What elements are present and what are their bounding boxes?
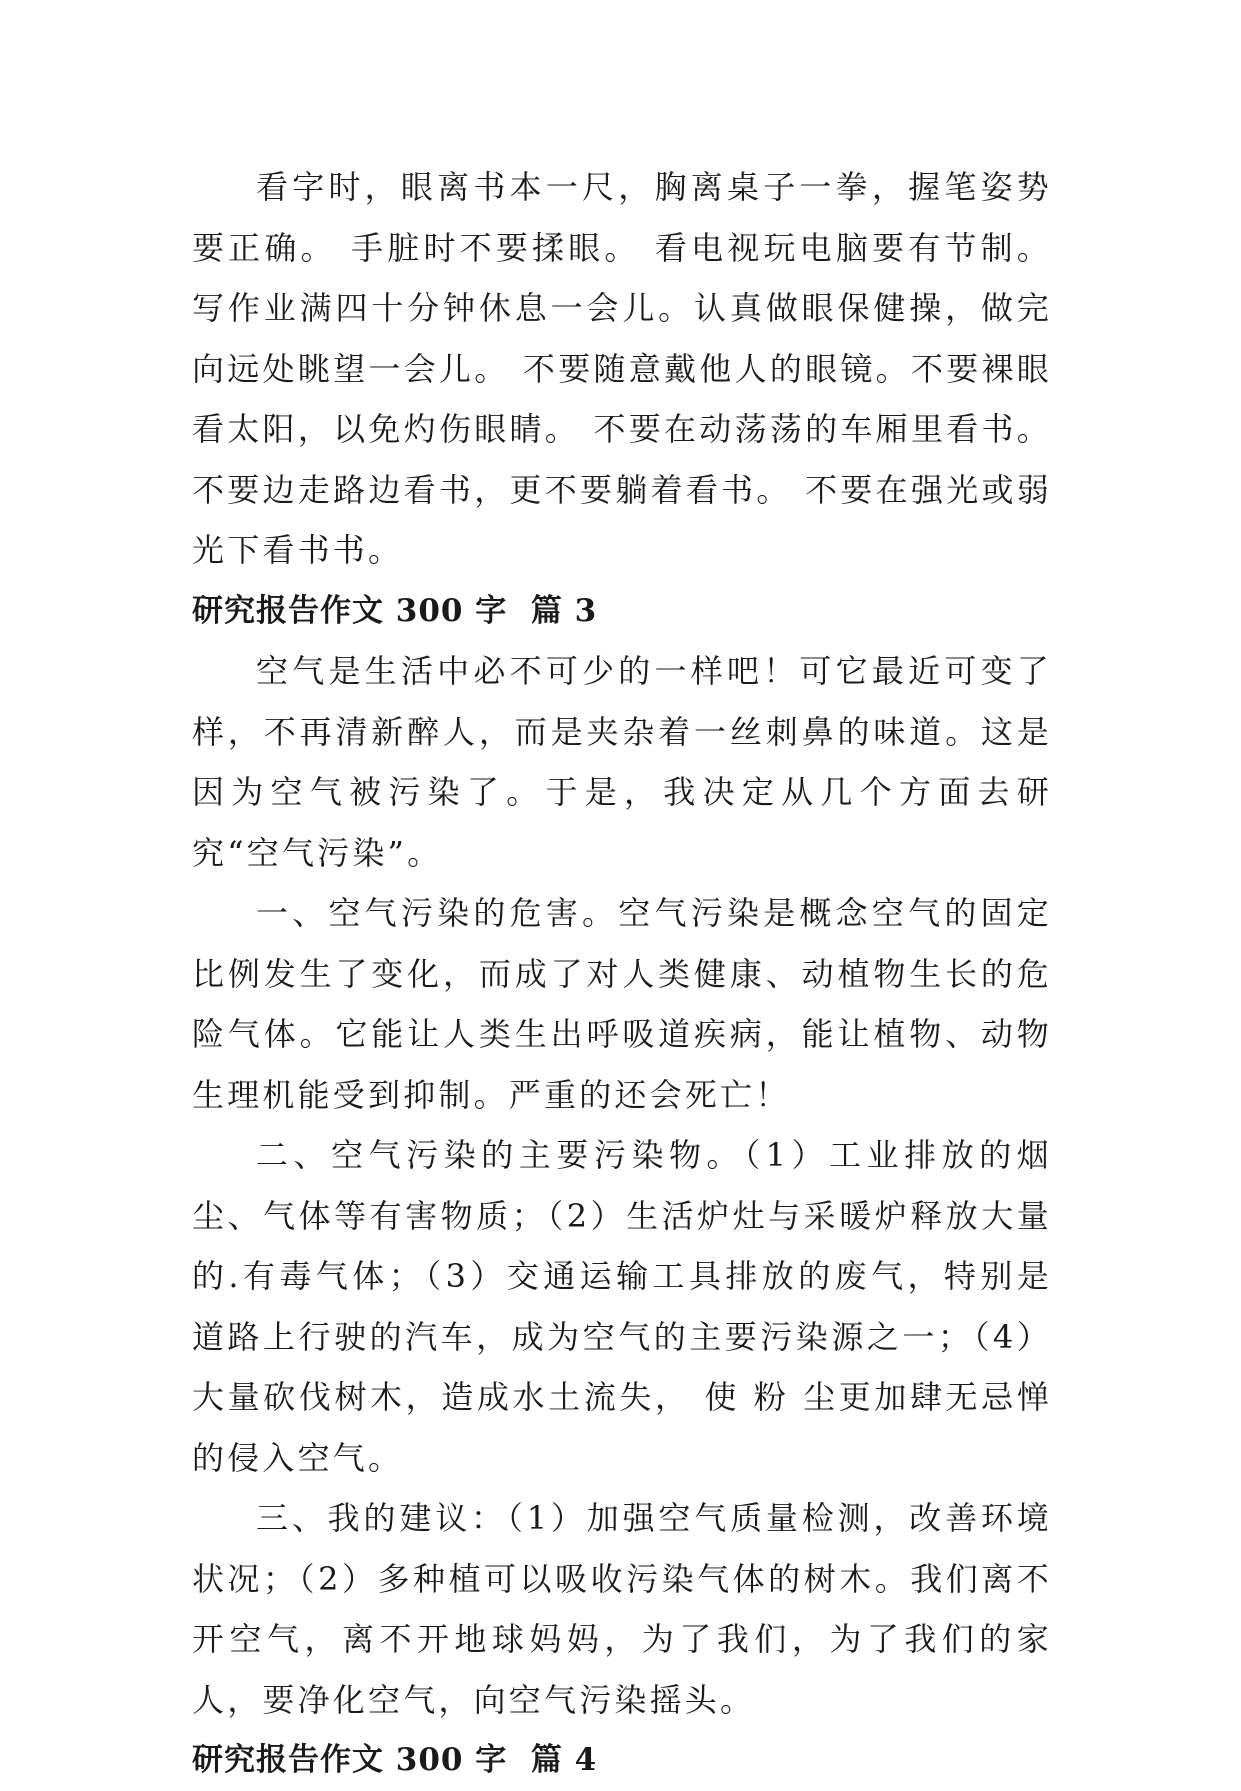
- section-heading-3: 研究报告作文 300 字 篇 3: [192, 592, 598, 629]
- paragraph-air-pollutants: 二、空气污染的主要污染物。（1）工业排放的烟尘、气体等有害物质；（2）生活炉灶与采暖炉释放大量的.有毒气体；（3）交通运输工具排放的废气，特别是道路上行驶的汽车，成为空气的主要污染源之一；（4）大量砍伐树木，造成水土流失， 使 粉 尘更加肆无忌惮的侵入空气。: [192, 1136, 1052, 1477]
- paragraph-eye-care-tips: 看字时，眼离书本一尺，胸离桌子一拳，握笔姿势要正确。 手脏时不要揉眼。 看电视玩电脑要有节制。 写作业满四十分钟休息一会儿。认真做眼保健操，做完向远处眺望一会儿。 不要随意戴他人的眼镜。不要裸眼看太阳，以免灼伤眼睛。 不要在动荡荡的车厢里看书。 不要边走路边看书，更不要躺着看书。 不要在强光或弱光下看书书。: [192, 168, 1052, 569]
- section-heading-4: 研究报告作文 300 字 篇 4: [192, 1742, 598, 1778]
- document-body: [192, 157, 1052, 1791]
- paragraph-air-hazards: 一、空气污染的危害。空气污染是概念空气的固定比例发生了变化，而成了对人类健康、动植物生长的危险气体。它能让人类生出呼吸道疾病，能让植物、动物生理机能受到抑制。严重的还会死亡！: [192, 894, 1052, 1114]
- paragraph-air-intro: 空气是生活中必不可少的一样吧！可它最近可变了样，不再清新醉人，而是夹杂着一丝刺鼻的味道。这是因为空气被污染了。于是，我决定从几个方面去研究“空气污染”。: [192, 652, 1052, 872]
- paragraph-suggestions: 三、我的建议：（1）加强空气质量检测，改善环境状况；（2）多种植可以吸收污染气体的树木。我们离不开空气，离不开地球妈妈，为了我们，为了我们的家人，要净化空气，向空气污染摇头。: [192, 1499, 1052, 1719]
